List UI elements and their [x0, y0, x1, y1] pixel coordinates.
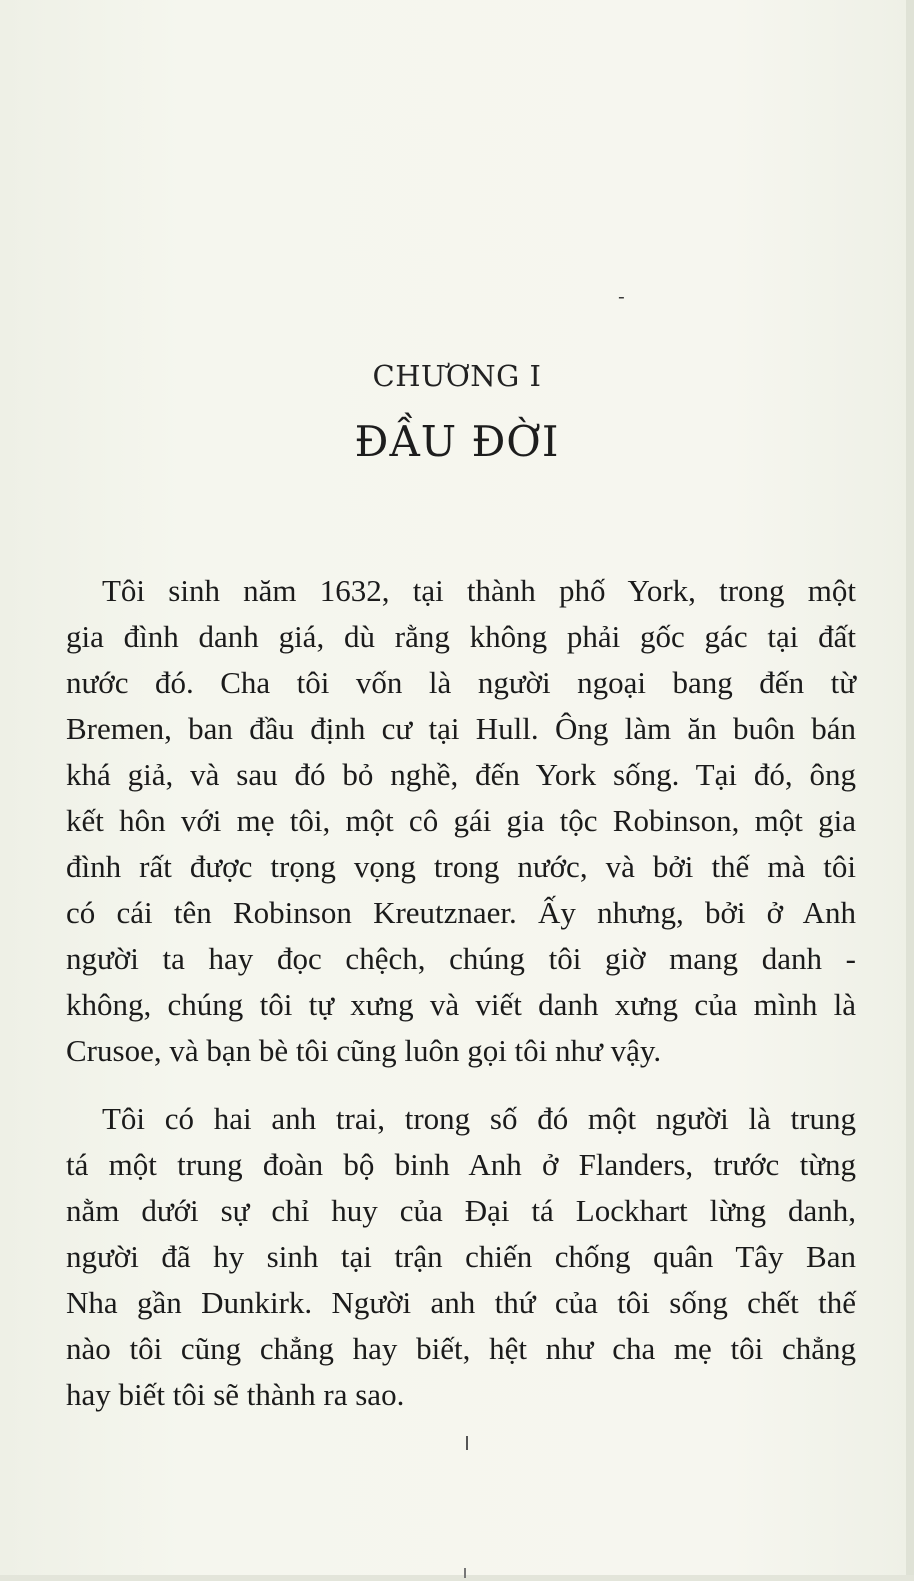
text-line: khá giả, và sau đó bỏ nghề, đến York sống. Tại đó, ông	[66, 757, 856, 792]
text-line: nước đó. Cha tôi vốn là người ngoại bang đến từ	[66, 665, 856, 700]
text-line: Nha gần Dunkirk. Người anh thứ của tôi sống chết thế	[66, 1285, 856, 1320]
page-edge-right	[906, 0, 914, 1581]
text-line: nào tôi cũng chẳng hay biết, hệt như cha mẹ tôi chẳng	[66, 1331, 856, 1366]
paragraph-1	[66, 568, 856, 1074]
text-line: Tôi có hai anh trai, trong số đó một người là trung	[102, 1101, 856, 1136]
text-line: người đã hy sinh tại trận chiến chống quân Tây Ban	[66, 1239, 856, 1274]
text-line: gia đình danh giá, dù rằng không phải gốc gác tại đất	[66, 619, 856, 654]
paragraph-2	[66, 1096, 856, 1418]
text-line: Bremen, ban đầu định cư tại Hull. Ông làm ăn buôn bán	[66, 711, 856, 746]
chapter-body	[66, 568, 856, 1418]
text-line: Tôi sinh năm 1632, tại thành phố York, trong một	[102, 573, 856, 608]
text-line-last: hay biết tôi sẽ thành ra sao.	[66, 1377, 405, 1412]
page-mark-tick-bottom	[464, 1568, 466, 1578]
chapter-number: CHƯƠNG I	[372, 359, 542, 393]
text-line: tá một trung đoàn bộ binh Anh ở Flanders, trước từng	[66, 1147, 856, 1182]
chapter-title: ĐẦU ĐỜI	[354, 417, 560, 466]
text-line: kết hôn với mẹ tôi, một cô gái gia tộc Robinson, một gia	[66, 803, 856, 838]
text-line: có cái tên Robinson Kreutznaer. Ấy nhưng, bởi ở Anh	[66, 895, 856, 930]
text-line-last: Crusoe, và bạn bè tôi cũng luôn gọi tôi như vậy.	[66, 1033, 662, 1068]
text-line: không, chúng tôi tự xưng và viết danh xưng của mình là	[66, 987, 856, 1022]
page-edge-bottom	[0, 1575, 914, 1581]
text-line: người ta hay đọc chệch, chúng tôi giờ mang danh -	[66, 941, 856, 976]
page-dash-mark: -	[618, 284, 625, 308]
page-mark-tick	[466, 1436, 468, 1450]
paragraph-spacer	[66, 1074, 856, 1096]
text-line: nằm dưới sự chỉ huy của Đại tá Lockhart lừng danh,	[66, 1193, 856, 1228]
text-line: đình rất được trọng vọng trong nước, và bởi thế mà tôi	[66, 849, 856, 884]
